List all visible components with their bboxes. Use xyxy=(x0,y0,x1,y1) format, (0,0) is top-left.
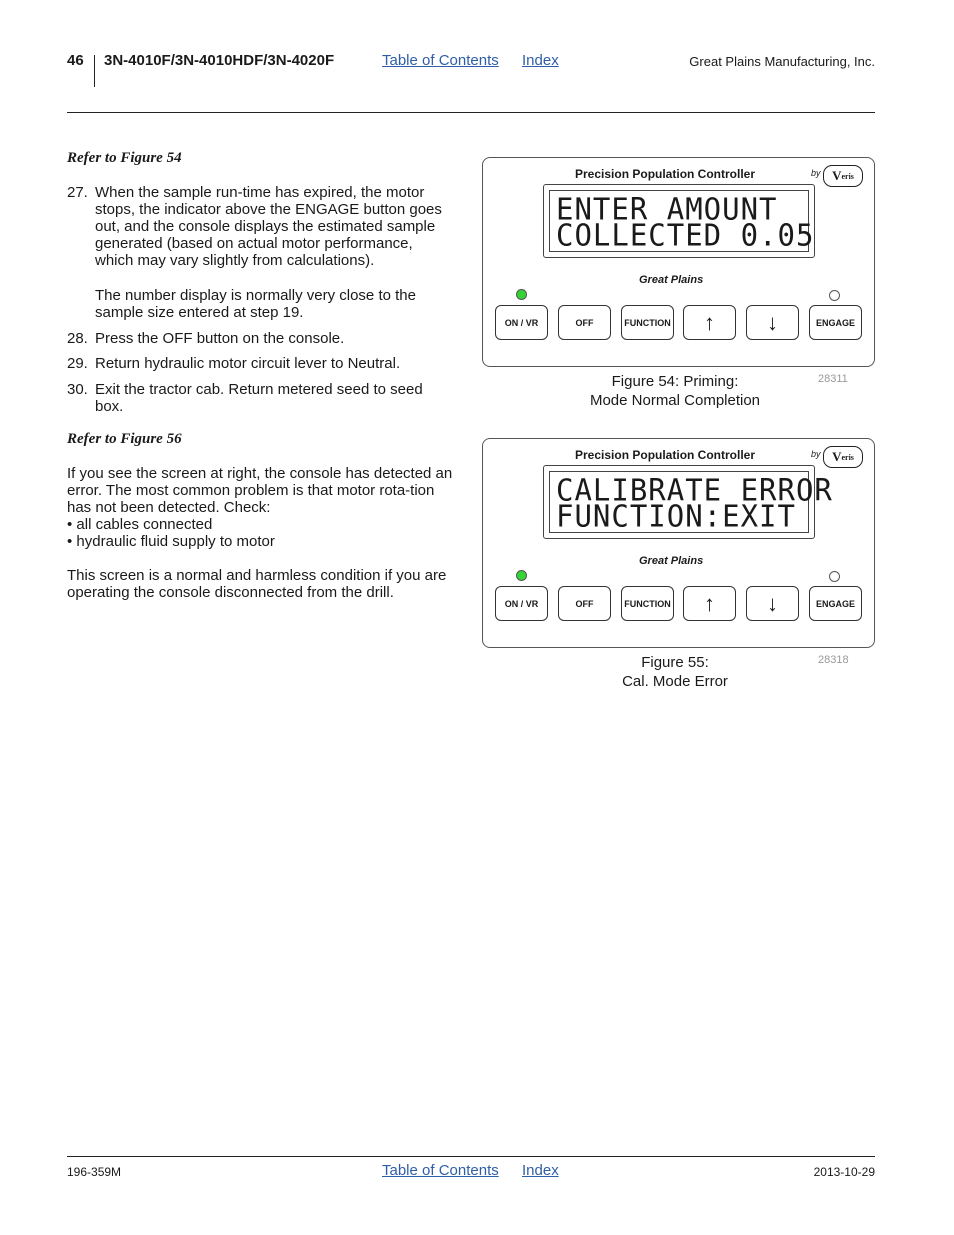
engage-button[interactable]: ENGAGE xyxy=(809,305,862,340)
engage-led xyxy=(829,290,840,301)
footer-rule xyxy=(67,1156,875,1157)
publication-date: 2013-10-29 xyxy=(813,1165,875,1179)
model-title: 3N-4010F/3N-4010HDF/3N-4020F xyxy=(104,52,335,69)
figure-55-caption xyxy=(575,653,775,691)
console-title: Precision Population Controller xyxy=(575,167,756,181)
figure-number: 28311 xyxy=(818,373,848,385)
toc-link-footer[interactable]: Table of Contents xyxy=(382,1162,499,1179)
function-button[interactable]: FUNCTION xyxy=(621,305,674,340)
great-plains-logo: Great Plains xyxy=(639,274,704,286)
engage-led xyxy=(829,571,840,582)
console-figure-55 xyxy=(482,438,875,648)
lcd-screen xyxy=(549,190,815,253)
figure-reference: Refer to Figure 56 xyxy=(67,431,182,447)
down-arrow-button[interactable]: ↓ xyxy=(746,305,799,340)
veris-logo: V eris xyxy=(823,446,863,468)
figure-number: 28318 xyxy=(818,654,849,666)
by-label: by xyxy=(811,168,821,178)
up-arrow-button[interactable]: ↑ xyxy=(683,586,736,621)
step-text: Return hydraulic motor circuit lever to Neutral. xyxy=(95,355,401,372)
step-number: 27. xyxy=(67,184,88,201)
on-vr-button[interactable]: ON / VR xyxy=(495,586,548,621)
by-label: by xyxy=(811,449,821,459)
veris-logo: V eris xyxy=(823,165,863,187)
bullet-item: • all cables connected xyxy=(67,516,213,533)
great-plains-logo: Great Plains xyxy=(639,555,704,567)
caption-line-2: Cal. Mode Error xyxy=(622,673,728,690)
status-led-left xyxy=(516,570,527,581)
engage-button[interactable]: ENGAGE xyxy=(809,586,862,621)
step-number: 29. xyxy=(67,355,88,372)
console-figure-54 xyxy=(482,157,875,367)
on-vr-button[interactable]: ON / VR xyxy=(495,305,548,340)
doc-number: 196-359M xyxy=(67,1165,122,1179)
header-divider xyxy=(94,55,95,87)
header-rule xyxy=(67,112,875,113)
lcd-line-1: CALIBRATE ERROR xyxy=(556,472,833,508)
off-button[interactable]: OFF xyxy=(558,305,611,340)
figure-reference: Refer to Figure 54 xyxy=(67,150,182,166)
function-button[interactable]: FUNCTION xyxy=(621,586,674,621)
step-text: Press the OFF button on the console. xyxy=(95,330,345,347)
off-button[interactable]: OFF xyxy=(558,586,611,621)
normal-condition-paragraph: This screen is a normal and harmless condition if you are operating the console disconnected from the drill. xyxy=(67,567,447,601)
figure-54-caption xyxy=(575,372,775,410)
toc-link-header[interactable]: Table of Contents xyxy=(382,52,499,69)
page-number: 46 xyxy=(67,52,84,69)
company-name: Great Plains Manufacturing, Inc. xyxy=(689,54,875,69)
step-29 xyxy=(67,355,455,372)
caption-line-1: Figure 55: xyxy=(641,654,709,671)
error-paragraph: If you see the screen at right, the console has detected an error. The most common problem is that motor rota-tion has not been detected. Check: xyxy=(67,465,453,516)
index-link-header[interactable]: Index xyxy=(522,52,559,69)
step-number: 28. xyxy=(67,330,88,347)
step-30 xyxy=(67,381,455,415)
console-title: Precision Population Controller xyxy=(575,448,756,462)
step-note xyxy=(67,287,455,321)
step-27 xyxy=(67,184,455,269)
lcd-line-2: FUNCTION:EXIT xyxy=(556,498,796,534)
lcd-frame xyxy=(543,465,833,539)
index-link-footer[interactable]: Index xyxy=(522,1162,559,1179)
up-arrow-button[interactable]: ↑ xyxy=(683,305,736,340)
status-led-left xyxy=(516,289,527,300)
lcd-screen xyxy=(549,471,833,534)
lcd-line-1: ENTER AMOUNT xyxy=(556,191,778,227)
step-text: Exit the tractor cab. Return metered seed to seed box. xyxy=(95,381,423,415)
step-28 xyxy=(67,330,455,347)
step-number xyxy=(67,287,95,321)
lcd-line-2: COLLECTED 0.05 xyxy=(556,217,815,253)
caption-line-2: Mode Normal Completion xyxy=(589,392,761,409)
bullet-item: • hydraulic fluid supply to motor xyxy=(67,533,275,550)
down-arrow-button[interactable]: ↓ xyxy=(746,586,799,621)
step-number: 30. xyxy=(67,381,88,398)
lcd-frame xyxy=(543,184,815,258)
step-text: When the sample run-time has expired, the motor stops, the indicator above the ENGAGE button goes out, and the console displays the estimated sample generated (based on actual motor performance, which may vary slightly from calculations). xyxy=(95,184,442,269)
step-text: The number display is normally very close to the sample size entered at step 19. xyxy=(95,287,416,321)
caption-line-1: Figure 54: Priming: xyxy=(611,373,739,390)
